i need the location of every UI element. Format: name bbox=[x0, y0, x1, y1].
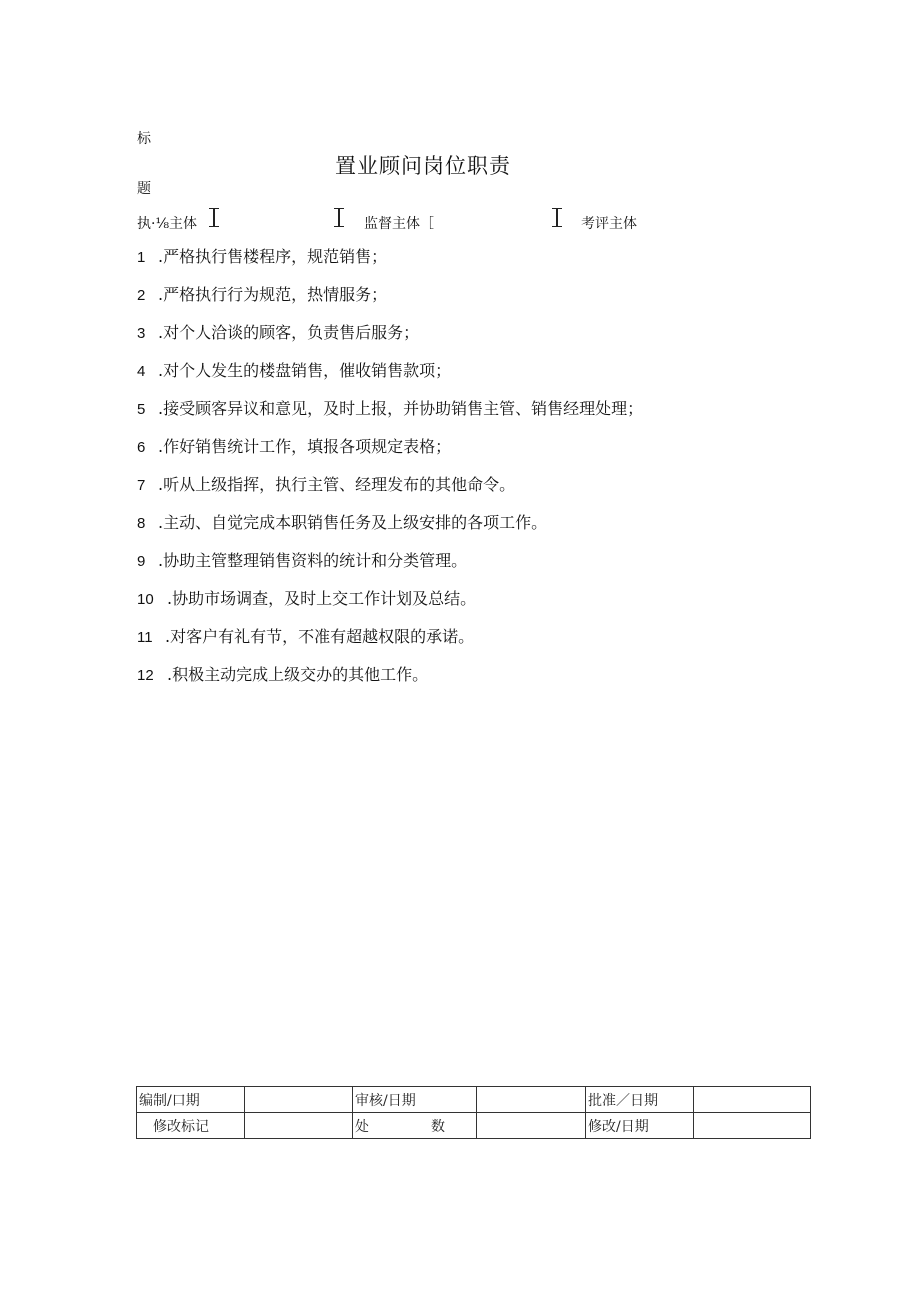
list-item: 4 .对个人发生的楼盘销售，催收销售款项； bbox=[137, 361, 452, 380]
list-item: 5 .接受顾客异议和意见，及时上报，并协助销售主管、销售经理处理； bbox=[137, 399, 644, 418]
table-row bbox=[137, 1113, 811, 1139]
revision-mark-value bbox=[245, 1113, 353, 1139]
list-item: 6 .作好销售统计工作，填报各项规定表格； bbox=[137, 437, 452, 456]
list-item: 12 .积极主动完成上级交办的其他工作。 bbox=[137, 665, 429, 684]
approve-date-value bbox=[694, 1087, 811, 1113]
label-ti: 题 bbox=[137, 181, 151, 197]
label-biao: 标 bbox=[137, 131, 151, 147]
list-item: 3 .对个人洽谈的顾客，负责售后服务； bbox=[137, 323, 420, 342]
text-cursor-icon bbox=[208, 207, 220, 229]
revision-mark-label: 修改标记 bbox=[137, 1113, 245, 1139]
exec-subject-label: 执·⅛主体 bbox=[137, 216, 198, 232]
list-item: 1 .严格执行售楼程序，规范销售； bbox=[137, 247, 388, 266]
revision-date-label: 修改/日期 bbox=[586, 1113, 694, 1139]
prepared-date-value bbox=[245, 1087, 353, 1113]
list-item: 10 .协助市场调查，及时上交工作计划及总结。 bbox=[137, 589, 477, 608]
review-date-value bbox=[477, 1087, 586, 1113]
list-item: 7 .听从上级指挥，执行主管、经理发布的其他命令。 bbox=[137, 475, 516, 494]
prepared-date-label: 编制/口期 bbox=[137, 1087, 245, 1113]
list-item: 11 .对客户有礼有节，不准有超越权限的承诺。 bbox=[137, 627, 475, 646]
text-cursor-icon bbox=[333, 207, 345, 229]
revision-date-value bbox=[694, 1113, 811, 1139]
list-item: 2 .严格执行行为规范，热情服务； bbox=[137, 285, 388, 304]
footer-table bbox=[136, 1086, 811, 1139]
page-title: 置业顾问岗位职责 bbox=[335, 154, 511, 178]
text-cursor-icon bbox=[551, 207, 563, 229]
approve-date-label: 批准／日期 bbox=[586, 1087, 694, 1113]
review-date-label: 审核/日期 bbox=[353, 1087, 477, 1113]
list-item: 8 .主动、自觉完成本职销售任务及上级安排的各项工作。 bbox=[137, 513, 548, 532]
count-label: 处 bbox=[353, 1113, 477, 1139]
list-item: 9 .协助主管整理销售资料的统计和分类管理。 bbox=[137, 551, 468, 570]
count-label-2: 数 bbox=[477, 1113, 586, 1139]
evaluate-subject-label: 考评主体 bbox=[581, 216, 637, 232]
table-row bbox=[137, 1087, 811, 1113]
supervise-subject-label: 监督主体［ bbox=[364, 216, 434, 232]
